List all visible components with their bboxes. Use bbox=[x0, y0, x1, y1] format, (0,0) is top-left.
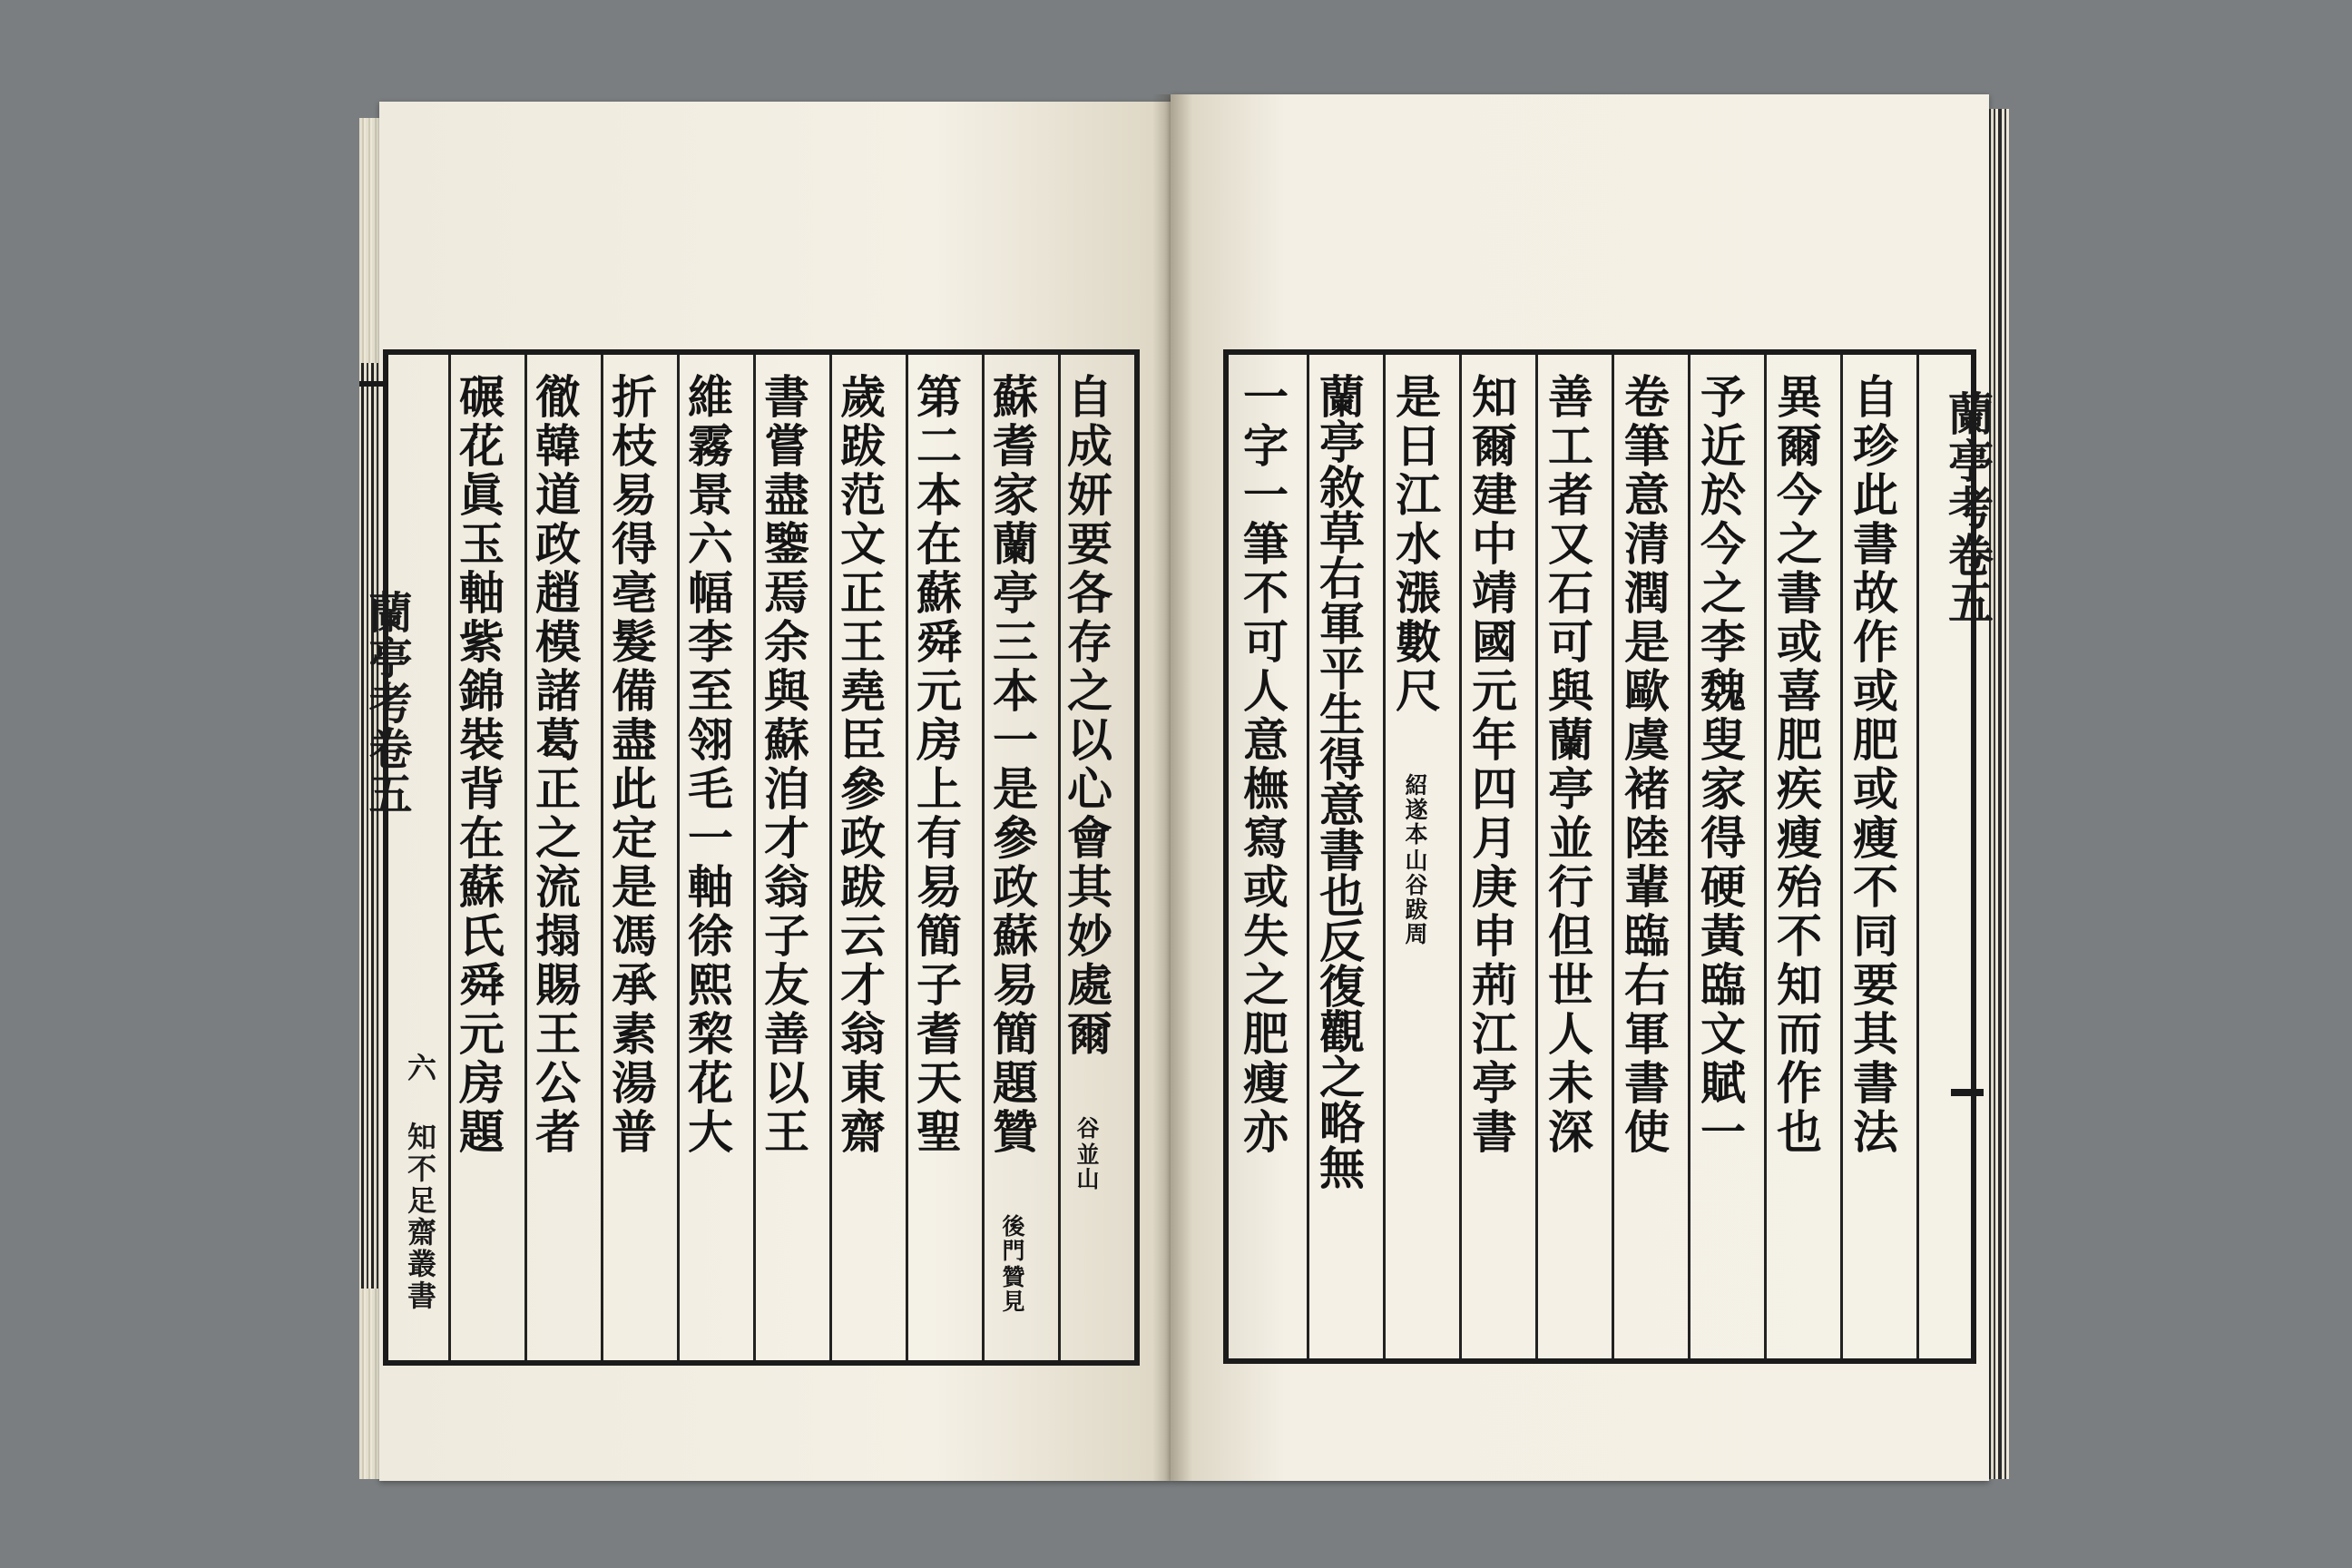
interlinear-note bbox=[1074, 1116, 1098, 1191]
right-column-2: 異爾今之書或喜肥疾瘦殆不知而作也 bbox=[1769, 373, 1823, 1157]
right-text-frame bbox=[1223, 349, 1976, 1364]
right-column-7 bbox=[1388, 373, 1442, 1340]
right-column-8: 蘭亭敘草右軍平生得意書也反復觀之略無 bbox=[1312, 373, 1366, 1190]
column-text: 蘇耆家蘭亭三本一是參政蘇易簡題贊 bbox=[985, 373, 1039, 1157]
left-column-8: 徹韓道政趙模諸葛正之流搨賜王公者 bbox=[528, 373, 582, 1157]
column-rule bbox=[1383, 355, 1386, 1358]
column-rule bbox=[448, 355, 451, 1360]
right-column-3: 予近於今之李魏叟家得硬黃臨文賦一 bbox=[1693, 373, 1747, 1157]
note-right: 並山 bbox=[1073, 1142, 1100, 1191]
right-column-9: 一字一筆不可人意橅寫或失之肥瘦亦 bbox=[1236, 373, 1289, 1157]
column-rule bbox=[1916, 355, 1919, 1358]
note-left: 紹遂本 bbox=[1402, 773, 1428, 847]
column-rule bbox=[524, 355, 527, 1360]
right-column-6: 知爾建中靖國元年四月庚申荊江亭書 bbox=[1465, 373, 1518, 1157]
column-rule bbox=[1764, 355, 1767, 1358]
left-banxin-title: 蘭亭考卷五 bbox=[361, 590, 412, 817]
note-left: 後門 bbox=[999, 1214, 1025, 1263]
note-left: 谷 bbox=[1073, 1116, 1100, 1141]
book-gutter bbox=[1152, 94, 1192, 1481]
column-rule bbox=[1459, 355, 1462, 1358]
column-rule bbox=[1688, 355, 1690, 1358]
column-rule bbox=[1307, 355, 1309, 1358]
note-right: 贊見 bbox=[999, 1265, 1025, 1314]
column-rule bbox=[753, 355, 756, 1360]
left-banxin-folio: 六 知不足齋叢書 bbox=[403, 1053, 437, 1312]
left-column-5: 書嘗盡鑒焉余與蘇洎才翁子友善以王 bbox=[757, 373, 810, 1157]
left-column-4: 歲跋范文正王堯臣參政跋云才翁東齋 bbox=[833, 373, 887, 1157]
column-rule bbox=[1535, 355, 1538, 1358]
column-text: 自成妍要各存之以心會其妙處爾 bbox=[1060, 373, 1113, 1059]
column-rule bbox=[601, 355, 603, 1360]
left-column-2 bbox=[985, 373, 1039, 1342]
note-right: 山谷跋周 bbox=[1402, 848, 1428, 946]
left-column-3: 第二本在蘇舜元房上有易簡子耆天聖 bbox=[909, 373, 963, 1157]
left-column-6: 維霧景六幅李至翎毛一軸徐熙棃花大 bbox=[681, 373, 734, 1157]
left-column-9: 碾花眞玉軸紫錦裝背在蘇氏舜元房題 bbox=[452, 373, 505, 1157]
left-column-7: 折枝易得亳髮備盡此定是馮承素湯普 bbox=[604, 373, 658, 1157]
column-rule bbox=[1612, 355, 1614, 1358]
column-rule bbox=[906, 355, 908, 1360]
interlinear-note bbox=[1403, 773, 1426, 946]
column-text: 是日江水漲數尺 bbox=[1388, 373, 1442, 716]
right-column-5: 善工者又石可與蘭亭並行但世人未深 bbox=[1541, 373, 1594, 1157]
left-text-frame bbox=[383, 349, 1140, 1366]
column-rule bbox=[829, 355, 832, 1360]
left-fore-edge-ink bbox=[361, 363, 381, 1289]
column-rule bbox=[982, 355, 985, 1360]
right-column-1: 自珍此書故作或肥或瘦不同要其書法 bbox=[1846, 373, 1899, 1157]
column-rule bbox=[1840, 355, 1843, 1358]
right-column-4: 卷筆意清潤是歐虞褚陸輩臨右軍書使 bbox=[1617, 373, 1671, 1157]
column-rule bbox=[677, 355, 680, 1360]
fishtail-mark bbox=[359, 381, 387, 387]
right-banxin-title: 蘭亭考卷五 bbox=[1941, 390, 1994, 626]
interlinear-note bbox=[1000, 1214, 1024, 1314]
left-column-1 bbox=[1060, 373, 1113, 1342]
fishtail-mark bbox=[1951, 1089, 1984, 1096]
